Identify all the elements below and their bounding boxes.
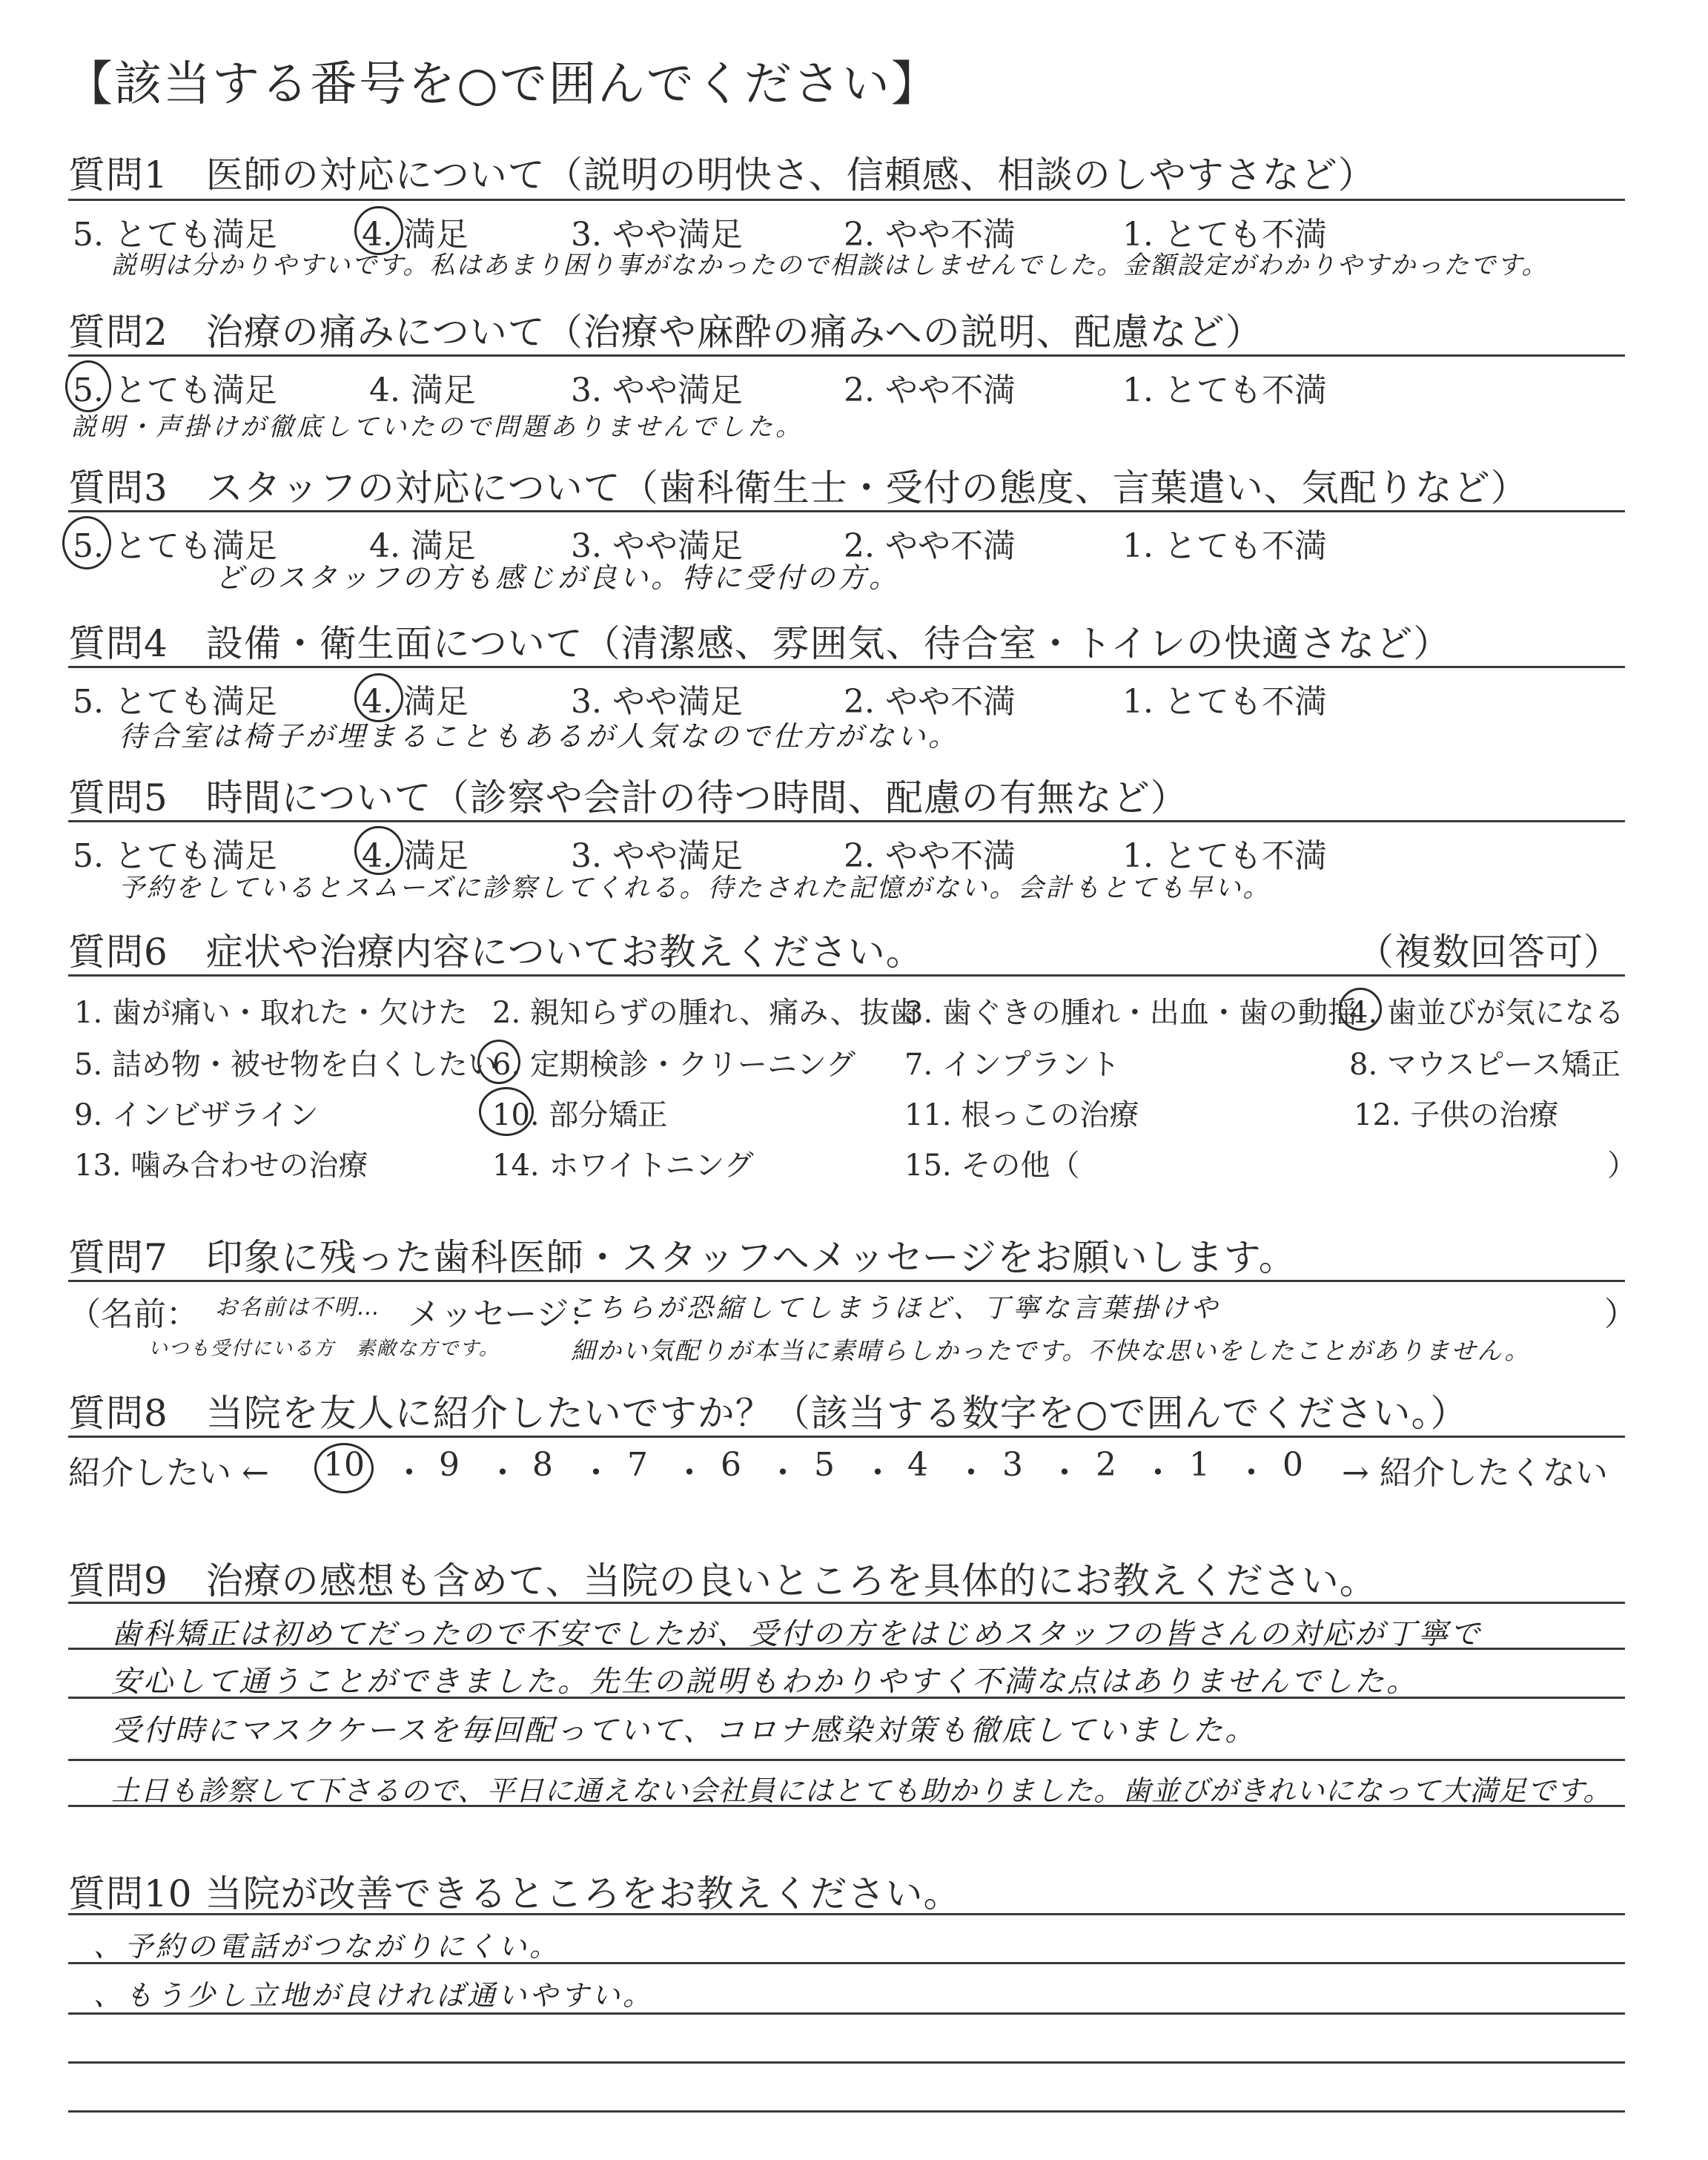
q8-scale-10[interactable]: 10 [323,1446,365,1484]
q7-message-line-1[interactable]: こちらが恐縮してしまうほど、丁寧な言葉掛けや [568,1293,1221,1324]
q7-message-label: メッセージ： [408,1295,602,1333]
divider [68,1759,1625,1761]
q7-name-note: いつも受付にいる方 素敵な方です。 [148,1338,500,1360]
q9-line-3: 受付時にマスクケースを毎回配っていて、コロナ感染対策も徹底していました。 [111,1714,1257,1748]
question-1-label: 質問1 医師の対応について（説明の明快さ、信頼感、相談のしやすさなど） [68,153,1376,196]
q6-close-paren: ） [1607,1149,1637,1183]
q2-option-3[interactable]: 3. やや満足 [571,371,743,409]
divider [68,354,1625,357]
q3-option-2[interactable]: 2. やや不満 [844,527,1016,565]
q6-item-12[interactable]: 12. 子供の治療 [1354,1098,1559,1132]
divider [68,2110,1625,2113]
q8-scale-5[interactable]: 5 [814,1446,835,1484]
question-8-label: 質問8 当院を友人に紹介したいですか？（該当する数字を○で囲んでください。） [68,1392,1469,1435]
q1-option-2[interactable]: 2. やや不満 [844,216,1016,254]
q8-scale-7[interactable]: 7 [627,1446,648,1484]
q6-item-3[interactable]: 3. 歯ぐきの腫れ・出血・歯の動揺 [904,996,1357,1030]
question-4-label: 質問4 設備・衛生面について（清潔感、雰囲気、待合室・トイレの快適さなど） [68,622,1452,665]
q1-option-3[interactable]: 3. やや満足 [571,216,743,254]
question-9-label: 質問9 治療の感想も含めて、当院の良いところを具体的にお教えください。 [68,1559,1377,1602]
divider [68,2012,1625,2015]
q6-item-4[interactable]: 4. 歯並びが気になる [1349,996,1624,1030]
q8-scale-2[interactable]: 2 [1096,1446,1116,1484]
question-7-label: 質問7 印象に残った歯科医師・スタッフへメッセージをお願いします。 [68,1236,1297,1279]
q3-option-1[interactable]: 1. とても不満 [1122,527,1327,565]
q7-close-paren: ） [1604,1295,1637,1333]
q8-scale-dot: ・ [955,1454,987,1492]
q4-option-4[interactable]: 4. 満足 [362,683,469,721]
q2-option-1[interactable]: 1. とても不満 [1122,371,1327,409]
divider [68,1648,1625,1650]
q3-selected-circle [62,516,111,569]
q8-scale-0[interactable]: 0 [1282,1446,1303,1484]
q2-option-4[interactable]: 4. 満足 [369,371,476,409]
q6-selected-circle-4 [1339,988,1382,1031]
q6-item-5[interactable]: 5. 詰め物・被せ物を白くしたい [74,1048,497,1082]
divider [68,199,1625,201]
q8-selected-circle [314,1443,374,1493]
q9-line-4: 土日も診察して下さるので、平日に通えない会社員にはとても助かりました。歯並びがきれいになって大満足です。 [111,1774,1612,1807]
q4-option-1[interactable]: 1. とても不満 [1122,683,1327,721]
q7-name-label: （名前： [68,1295,199,1333]
q10-line-2: 、もう少し立地が良ければ通いやすい。 [93,1979,655,2012]
q4-option-3[interactable]: 3. やや満足 [571,683,743,721]
q3-comment: どのスタッフの方も感じが良い。特に受付の方。 [215,561,901,594]
q3-option-5[interactable]: 5. とても満足 [73,527,277,565]
q8-scale-dot: ・ [1235,1454,1268,1492]
q8-scale-8[interactable]: 8 [532,1446,553,1484]
divider [68,1962,1625,1964]
q6-item-15[interactable]: 15. その他（ [904,1149,1080,1183]
q6-item-14[interactable]: 14. ホワイトニング [492,1149,754,1183]
divider [68,820,1625,822]
q1-comment: 説明は分かりやすいです。私はあまり困り事がなかったので相談はしませんでした。金額設定がわかりやすかったです。 [111,251,1549,280]
question-6-label: 質問6 症状や治療内容についてお教えください。 [68,931,924,974]
q8-scale-dot: ・ [486,1454,519,1492]
q8-scale-6[interactable]: 6 [721,1446,741,1484]
q4-option-5[interactable]: 5. とても満足 [73,683,277,721]
divider [68,1697,1625,1699]
q8-scale-dot: ・ [580,1454,612,1492]
q5-option-3[interactable]: 3. やや満足 [571,837,743,875]
q5-option-5[interactable]: 5. とても満足 [73,837,277,875]
q3-option-4[interactable]: 4. 満足 [369,527,476,565]
divider [68,1805,1625,1807]
question-6-note: （複数回答可） [1357,931,1621,974]
q6-selected-circle-6 [477,1040,520,1084]
q8-scale-dot: ・ [673,1454,706,1492]
q9-line-2: 安心して通うことができました。先生の説明もわかりやすく不満な点はありませんでした。 [111,1665,1418,1699]
q1-option-4[interactable]: 4. 満足 [362,216,469,254]
q3-option-3[interactable]: 3. やや満足 [571,527,743,565]
q8-scale-4[interactable]: 4 [907,1446,928,1484]
question-5-label: 質問5 時間について（診察や会計の待つ時間、配慮の有無など） [68,776,1188,819]
q8-scale-dot: ・ [1142,1454,1174,1492]
q1-option-1[interactable]: 1. とても不満 [1122,216,1327,254]
q6-item-6[interactable]: 6. 定期検診・クリーニング [492,1048,856,1082]
q2-selected-circle [65,360,111,412]
q4-option-2[interactable]: 2. やや不満 [844,683,1016,721]
q8-scale-dot: ・ [393,1454,426,1492]
q7-name-value[interactable]: お名前は不明… [215,1295,381,1321]
divider [68,1436,1625,1438]
q4-comment: 待合室は椅子が埋まることもあるが人気なので仕方がない。 [119,720,960,753]
divider [68,666,1625,668]
q6-item-1[interactable]: 1. 歯が痛い・取れた・欠けた [74,996,468,1030]
q8-scale-1[interactable]: 1 [1189,1446,1210,1484]
q6-item-2[interactable]: 2. 親知らずの腫れ、痛み、抜歯 [492,996,919,1030]
q2-comment: 説明・声掛けが徹底していたので問題ありませんでした。 [71,412,804,442]
q6-item-11[interactable]: 11. 根っこの治療 [904,1098,1139,1132]
q8-scale-dot: ・ [1048,1454,1081,1492]
q8-scale-dot: ・ [861,1454,894,1492]
q6-item-10[interactable]: 10. 部分矯正 [492,1098,668,1132]
q5-option-1[interactable]: 1. とても不満 [1122,837,1327,875]
q8-left-label: 紹介したい ← [68,1454,269,1492]
q6-item-13[interactable]: 13. 噛み合わせの治療 [74,1149,368,1183]
question-3-label: 質問3 スタッフの対応について（歯科衛生士・受付の態度、言葉遣い、気配りなど） [68,466,1529,509]
question-2-label: 質問2 治療の痛みについて（治療や麻酔の痛みへの説明、配慮など） [68,311,1263,354]
divider [68,1602,1625,1604]
q8-scale-dot: ・ [767,1454,799,1492]
divider [68,2061,1625,2064]
q6-item-8[interactable]: 8. マウスピース矯正 [1349,1048,1621,1082]
q8-scale-3[interactable]: 3 [1002,1446,1023,1484]
q5-option-2[interactable]: 2. やや不満 [844,837,1016,875]
divider [68,1280,1625,1282]
q6-item-9[interactable]: 9. インビザライン [74,1098,319,1132]
q8-right-label: → 紹介したくない [1342,1454,1608,1492]
q6-selected-circle-10 [479,1087,534,1136]
q6-item-7[interactable]: 7. インプラント [904,1048,1120,1082]
form-title: 【該当する番号を○で囲んでください】 [65,57,940,112]
q2-option-5[interactable]: 5. とても満足 [73,371,277,409]
q2-option-2[interactable]: 2. やや不満 [844,371,1016,409]
question-10-label: 質問10 当院が改善できるところをお教えください。 [68,1872,961,1915]
q8-scale-9[interactable]: 9 [439,1446,460,1484]
divider [68,1913,1625,1915]
q1-option-5[interactable]: 5. とても満足 [73,216,277,254]
divider [68,510,1625,512]
divider [68,974,1625,977]
q9-line-1: 歯科矯正は初めてだったので不安でしたが、受付の方をはじめスタッフの皆さんの対応が丁寧で [111,1617,1482,1651]
q5-option-4[interactable]: 4. 満足 [362,837,469,875]
q10-line-1: 、予約の電話がつながりにくい。 [93,1930,561,1963]
q5-comment: 予約をしているとスムーズに診察してくれる。待たされた記憶がない。会計もとても早い。 [119,873,1271,903]
q7-message-line-2[interactable]: 細かい気配りが本当に素晴らしかったです。不快な思いをしたことがありません。 [571,1336,1531,1365]
